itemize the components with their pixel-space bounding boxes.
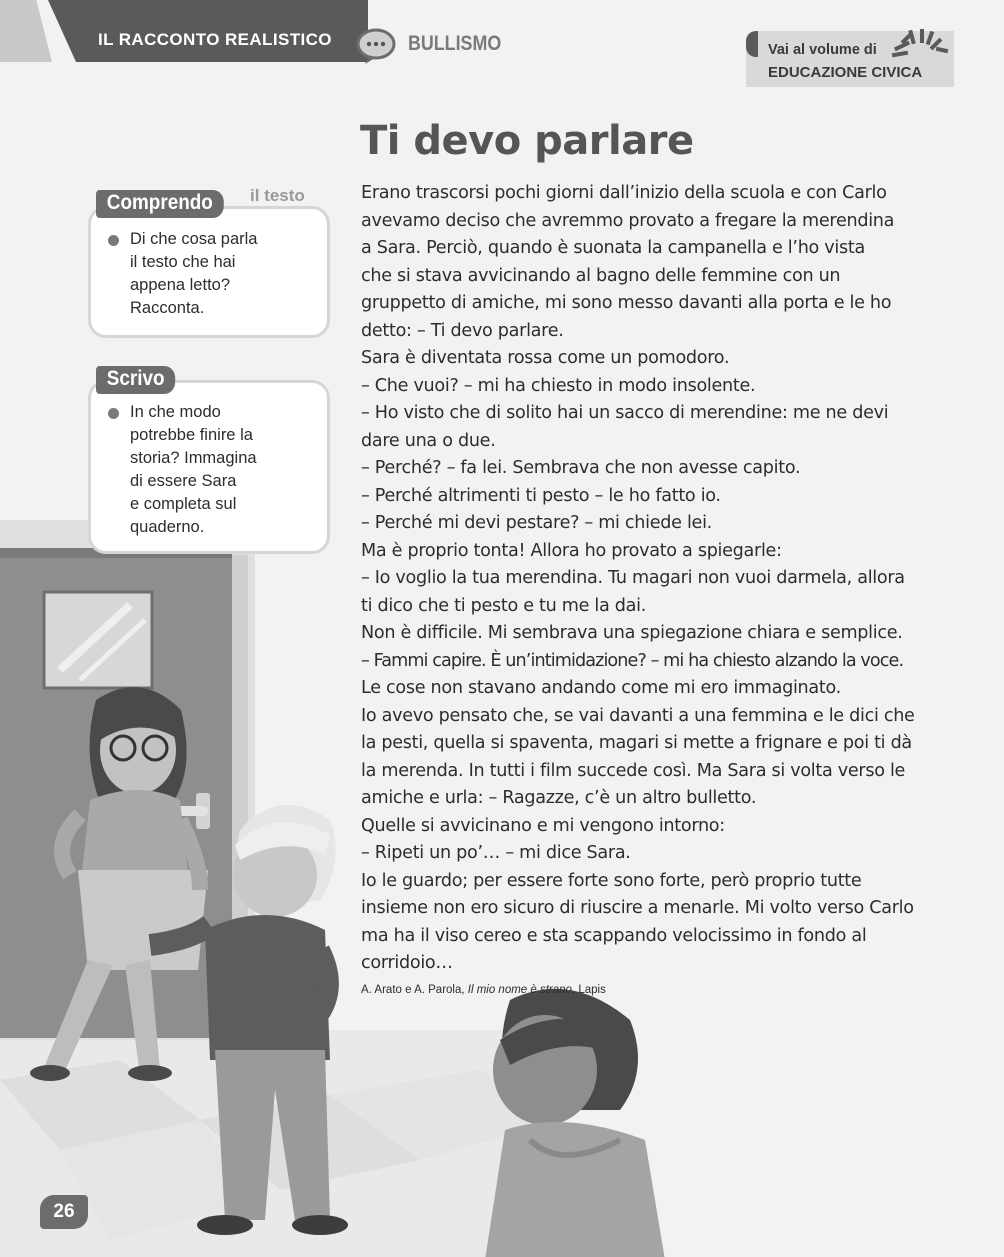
story-line: avevamo deciso che avremmo provato a fregare la merendina [361, 210, 895, 231]
story-line: – Ho visto che di solito hai un sacco di merendine: me ne devi [361, 403, 889, 423]
civica-link-line2: EDUCAZIONE CIVICA [768, 64, 923, 81]
story-line: ma ha il viso cereo e sta scappando velocissimo in fondo al [361, 925, 867, 946]
story-line: Quelle si avvicinano e mi vengono intorno: [361, 815, 725, 836]
story-line: detto: – Ti devo parlare. [361, 320, 564, 341]
comprendo-sublabel: il testo [250, 186, 305, 205]
source-citation [361, 984, 606, 996]
story-line: Sara è diventata rossa come un pomodoro. [361, 348, 730, 368]
question-line: Di che cosa parla [130, 230, 258, 248]
comprendo-question [130, 228, 257, 320]
prompt-line: di essere Sara [130, 472, 237, 490]
story-line: corridoio… [361, 953, 453, 973]
source-book-title: Il mio nome è strano [467, 984, 572, 996]
story-line: Erano trascorsi pochi giorni dall’inizio della scuola e con Carlo [361, 183, 887, 203]
prompt-line: potrebbe finire la [130, 426, 253, 444]
story-line: dare una o due. [361, 430, 496, 451]
question-line: il testo che hai [130, 253, 236, 271]
story-line: amiche e urla: – Ragazze, c’è un altro bulletto. [361, 788, 757, 808]
story-line: Le cose non stavano andando come mi ero immaginato. [361, 678, 841, 698]
speech-bubble-dots-icon [355, 26, 397, 66]
story-line: – Perché? – fa lei. Sembrava che non avesse capito. [361, 458, 801, 478]
prompt-line: storia? Immagina [130, 449, 257, 467]
story-line: Io avevo pensato che, se vai davanti a una femmina e le dici che [361, 705, 915, 726]
colored-bars-arc-icon [890, 26, 950, 62]
source-publisher: , Lapis [571, 984, 606, 996]
question-line: Racconta. [130, 299, 205, 317]
prompt-line: quaderno. [130, 518, 205, 536]
story-line: – Io voglio la tua merendina. Tu magari non vuoi darmela, allora [361, 568, 905, 588]
story-line: – Perché altrimenti ti pesto – le ho fatto io. [361, 485, 721, 506]
source-authors: A. Arato e A. Parola, [361, 984, 468, 996]
comprendo-label: Comprendo [96, 190, 224, 218]
scrivo-prompt [130, 401, 257, 539]
story-line: la pesti, quella si spaventa, magari si mette a frignare e poi ti dà [361, 733, 912, 753]
section-title: IL RACCONTO REALISTICO [98, 30, 332, 49]
story-line: insieme non ero sicuro di riuscire a menarle. Mi volto verso Carlo [361, 898, 914, 918]
question-line: appena letto? [130, 276, 231, 294]
story-line: la merenda. In tutti i film succede così. Ma Sara si volta verso le [361, 760, 906, 781]
scrivo-label: Scrivo [96, 366, 175, 394]
story-text [361, 180, 961, 978]
story-title: Ti devo parlare [360, 118, 694, 164]
topic-label: BULLISMO [408, 32, 502, 55]
story-line: – Ripeti un po’… – mi dice Sara. [361, 843, 631, 863]
prompt-line: In che modo [130, 403, 221, 421]
story-line: Ma è proprio tonta! Allora ho provato a spiegarle: [361, 540, 782, 561]
bullet-icon [108, 408, 119, 419]
story-line: – Che vuoi? – mi ha chiesto in modo insolente. [361, 375, 756, 396]
page-number: 26 [40, 1195, 88, 1229]
civica-tab-marker [746, 31, 758, 57]
story-line: – Fammi capire. È un’intimidazione? – mi ha chiesto alzando la voce. [361, 650, 904, 671]
story-line: a Sara. Perciò, quando è suonata la campanella e l’ho vista [361, 238, 865, 258]
story-line: Non è difficile. Mi sembrava una spiegazione chiara e semplice. [361, 623, 903, 643]
story-line: ti dico che ti pesto e tu me la dai. [361, 595, 647, 616]
story-line: gruppetto di amiche, mi sono messo davanti alla porta e le ho [361, 293, 892, 313]
bullet-icon [108, 235, 119, 246]
story-line: Io le guardo; per essere forte sono forte, però proprio tutte [361, 870, 862, 891]
prompt-line: e completa sul [130, 495, 237, 513]
story-line: che si stava avvicinando al bagno delle femmine con un [361, 265, 841, 286]
story-line: – Perché mi devi pestare? – mi chiede lei. [361, 513, 712, 533]
civica-link-line1: Vai al volume di [768, 42, 877, 58]
